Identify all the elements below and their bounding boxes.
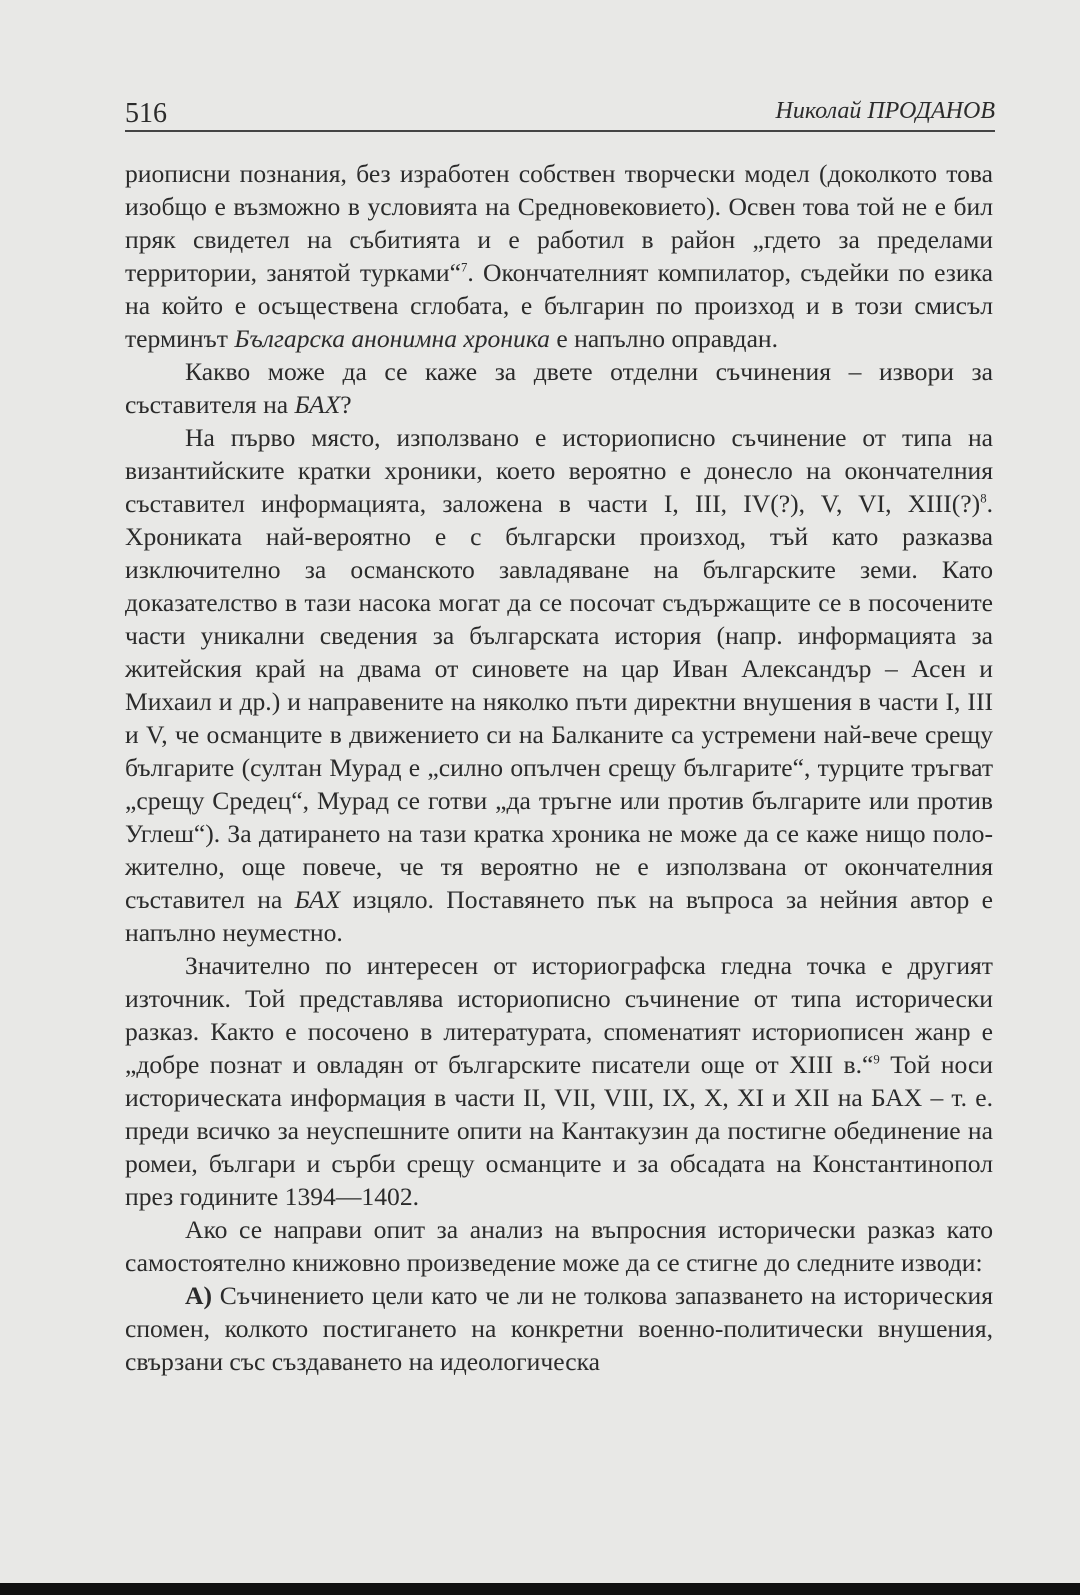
scan-edge (0, 1583, 1080, 1595)
paragraph (125, 355, 993, 421)
text-run: Ако се направи опит за анализ на въпросния исторически разказ като самостоятелно книжовно произведение може да се стигне до следните изводи: (125, 1215, 993, 1277)
paragraph (125, 157, 993, 355)
paragraph (125, 1279, 993, 1378)
running-head: Николай ПРОДАНОВ (775, 98, 995, 124)
text-run: На първо място, използвано е историописно съчинение от типа на византийските кратки хроники, което вероятно е донесло на окончателния съставител информацията, заложена в части I, III, IV(?), V, VI, XIII(?) (125, 423, 993, 518)
text-run: ? (340, 390, 352, 419)
text-run: Съчинението цели като че ли не толкова запазването на историческия спомен, колкото постигането на конкретни военно-политически внушения, свързани със създаването на идеологическа (125, 1281, 993, 1376)
text-run: Той носи историческата информация в части II, VII, VIII, IX, X, XI и XII на БАХ – т. е. преди всичко за неуспешните опити на Кантакузин да постигне обединение на ромеи, българи и сърби срещу османците и за обсадата на Константинопол през годините 1394—1402. (125, 1050, 994, 1211)
text-run: Какво може да се каже за двете отделни съчинения – извори за съставителя на (125, 357, 993, 419)
paragraph (125, 1213, 993, 1279)
paragraph (125, 421, 993, 949)
body-text (125, 157, 993, 1378)
text-run: е напълно оправдан. (549, 324, 779, 353)
text-run: . Хрониката най-вероятно е с български произход, тъй като разказва изключително за османското завладяване на българските земи. Като доказателство в тази насока могат да се посочат съдържащите се в посочените части уникални сведения за българската история (напр. информацията за житейския край на двама от синовете на цар Иван Александър – Асен и Михаил и др.) и направените на няколко пъти директни внушения в части I, III и V, че османците в движението си на Балканите са устремени най-вече срещу българите (султан Мурад е „силно опълчен срещу българите“, турците тръгват „срещу Средец“, Мурад се готви „да тръгне или против българите или против Углеш“). За датирането на тази кратка хроника не може да се каже нищо положително, още повече, че тя вероятно не е използвана от окончателния съставител на (125, 489, 993, 914)
italic-text: Българска анонимна хроника (234, 324, 550, 353)
header-rule (125, 130, 995, 132)
footnote-ref: 7 (460, 260, 468, 275)
footnote-ref: 8 (980, 491, 987, 506)
footnote-ref: 9 (873, 1052, 880, 1067)
italic-text: БАХ (294, 885, 341, 914)
italic-text: БАХ (294, 390, 341, 419)
page-header (125, 92, 995, 132)
list-marker: А) (185, 1281, 213, 1310)
page-number: 516 (125, 98, 167, 129)
text-run: Значително по интересен от историографска гледна точка е другият източник. Той представлява историописно съчинение от типа исторически разказ. Както е посочено в литературата, споменатият историописен жанр е „добре познат и овладян от българските писатели още от XIII в.“ (125, 951, 993, 1079)
text-run: изцяло. Поставянето пък на въпроса за нейния автор е напълно неуместно. (125, 885, 993, 947)
paragraph (125, 949, 993, 1213)
text-run: . Окончателният компилатор, съдейки по езика на който е осъществена сглобата, е българин по произход и в този смисъл терминът (125, 258, 993, 353)
text-run: риописни познания, без изработен собствен творчески модел (доколкото това изобщо е възможно в условията на Средновековието). Освен това той не е бил пряк свидетел на събитията и е работил в район „гдето за пределами территории, занятой турками“ (125, 159, 993, 287)
